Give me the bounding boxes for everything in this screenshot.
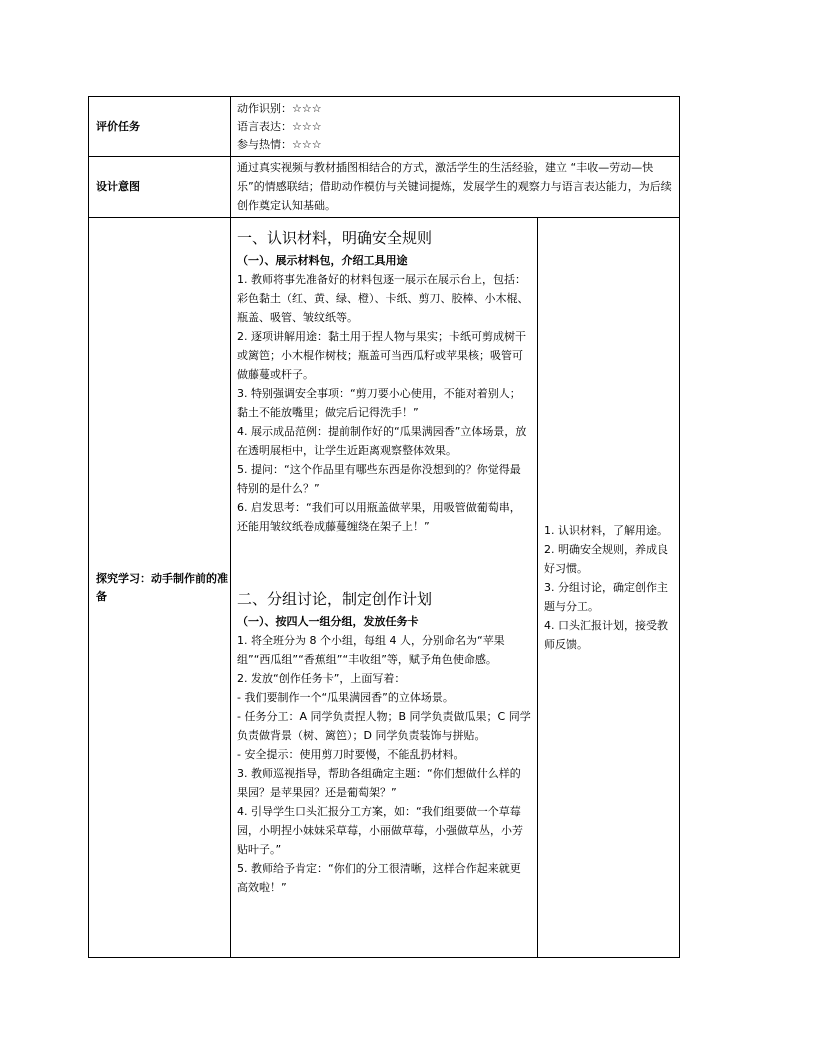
evaluation-item: 动作识别：☆☆☆ [237, 101, 322, 115]
process-paragraph: 5. 教师给予肯定：“你们的分工很清晰，这样合作起来就更高效啦！” [237, 862, 521, 894]
process-cell [231, 218, 538, 958]
process-paragraph: - 我们要制作一个“瓜果满园香”的立体场景。 [237, 691, 454, 704]
evaluation-content [231, 97, 680, 157]
process-paragraph: 1. 教师将事先准备好的材料包逐一展示在展示台上，包括：彩色黏土（红、黄、绿、橙）、卡纸、剪刀、胶棒、小木棍、瓶盖、吸管、皱纹纸等。 [237, 273, 529, 324]
section-title: 一、认识材料，明确安全规则 [237, 229, 433, 247]
section-title: 二、分组讨论，制定创作计划 [237, 590, 433, 608]
inquiry-label: 探究学习：动手制作前的准备 [89, 218, 231, 958]
process-paragraph: 1. 将全班分为 8 个小组，每组 4 人，分别命名为“苹果组”“西瓜组”“香蕉组”“丰收组”等，赋予角色使命感。 [237, 634, 505, 666]
evaluation-row [89, 97, 680, 157]
process-paragraph: 5. 提问：“这个作品里有哪些东西是你没想到的？你觉得最特别的是什么？” [237, 463, 521, 495]
goal-item: 1. 认识材料，了解用途。 [544, 524, 668, 537]
process-paragraph: 3. 教师巡视指导，帮助各组确定主题：“你们想做什么样的果园？是苹果园？还是葡萄架？” [237, 767, 521, 799]
evaluation-item: 参与热情：☆☆☆ [237, 137, 322, 151]
process-paragraph: - 任务分工：A 同学负责捏人物；B 同学负责做瓜果；C 同学负责做背景（树、篱笆）；D 同学负责装饰与拼贴。 [237, 710, 531, 742]
section-spacer [237, 536, 531, 588]
design-label: 设计意图 [89, 157, 231, 218]
process-paragraph: 4. 展示成品范例：提前制作好的“瓜果满园香”立体场景，放在透明展柜中，让学生近距离观察整体效果。 [237, 425, 527, 457]
process-paragraph: 2. 逐项讲解用途：黏土用于捏人物与果实；卡纸可剪成树干或篱笆；小木棍作树枝；瓶盖可当西瓜籽或苹果核；吸管可做藤蔓或杆子。 [237, 330, 526, 381]
goals-cell [538, 218, 680, 958]
lesson-plan-table [88, 96, 680, 958]
design-row [89, 157, 680, 218]
section-subtitle: （一）、展示材料包，介绍工具用途 [237, 254, 408, 267]
evaluation-item: 语言表达：☆☆☆ [237, 119, 322, 133]
section-subtitle: （一）、按四人一组分组，发放任务卡 [237, 615, 419, 628]
process-paragraph: 6. 启发思考：“我们可以用瓶盖做苹果，用吸管做葡萄串，还能用皱纹纸卷成藤蔓缠绕在架子上！” [237, 501, 521, 533]
inquiry-row [89, 218, 680, 958]
evaluation-label: 评价任务 [89, 97, 231, 157]
goal-item: 4. 口头汇报计划，接受教师反馈。 [544, 619, 668, 651]
process-paragraph: 2. 发放“创作任务卡”，上面写着： [237, 672, 406, 685]
process-paragraph: 4. 引导学生口头汇报分工方案，如：“我们组要做一个草莓园，小明捏小妹妹采草莓，小丽做草莓，小强做草丛，小芳贴叶子。” [237, 805, 523, 856]
process-paragraph: 3. 特别强调安全事项：“剪刀要小心使用，不能对着别人；黏土不能放嘴里；做完后记得洗手！” [237, 387, 521, 419]
design-text: 通过真实视频与教材插图相结合的方式，激活学生的生活经验，建立 “丰收—劳动—快乐”的情感联结；借助动作模仿与关键词提炼，发展学生的观察力与语言表达能力，为后续创作奠定认知基础。 [231, 157, 680, 218]
goal-item: 3. 分组讨论，确定创作主题与分工。 [544, 581, 668, 613]
process-paragraph: - 安全提示：使用剪刀时要慢，不能乱扔材料。 [237, 748, 465, 761]
goal-item: 2. 明确安全规则，养成良好习惯。 [544, 543, 668, 575]
